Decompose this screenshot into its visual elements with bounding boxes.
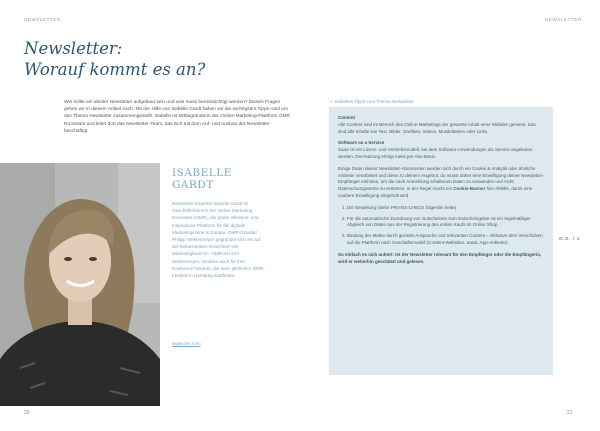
intro-paragraph: Wie sollte ein idealer Newsletter aufgebaut sein und was muss berücksichtigt werden? Diesen Fragen gehen wir in diesem Artikel nach. Mit der Hilfe von Isabelle Gardt haben wir die wichtigsten Tipps rund um das Thema Newsletter zusammengestellt. Isabelle ist Mitbegründerin der Online-Marketing-Plattform OMR Rockstars und leitet dort das Newsletter-Team, das sich mit dem Auf- und Ausbau der Newsletter beschäftigt.: [64, 100, 290, 134]
running-header-right: NEWSLETTER: [545, 17, 582, 22]
tips-box-heading: — Isabelles Tipps zum Thema Newsletter: [329, 99, 414, 104]
profile-name-line-1: ISABELLE: [172, 167, 232, 179]
list-item: 2. Für die automatische Zuordnung von Gutscheinen zum Gutscheingeber ist ein regelmäßiger Abgleich von Daten aus der Registrierung des ersten Kaufs im Online Shop.: [347, 216, 544, 230]
page-number-left: 20: [24, 410, 30, 416]
title-line-2: Worauf kommt es an?: [24, 60, 206, 79]
list-item: 3. Bindung der Marke durch gezielte Ansprache und relevanten Content – inklusive dem Verschicken auf die Plattform nach Geschäftsmodell (Content-Websites, SaaS, App-Anbieter).: [347, 233, 544, 247]
tips-box: [329, 107, 553, 375]
tips-list: [338, 205, 544, 247]
portrait-photo: [0, 163, 160, 406]
page-number-right: 21: [567, 410, 573, 416]
page-title: [24, 38, 205, 80]
tips-closing-statement: So einfach es sich anhört: Ist der Newsletter relevant für den Empfänger oder die Empfängerin, wird er weiterhin geschätzt und gelesen.: [338, 251, 542, 264]
cookie-banner-term: Cookie-Banner: [453, 186, 486, 192]
saas-term: Software as a Service: [338, 140, 385, 146]
profile-name: [172, 167, 232, 191]
portrait-illustration: [0, 163, 160, 406]
profile-name-line-2: GARDT: [172, 179, 214, 191]
profile-bio: Newsletter-Expertin Isabelle Gardt ist Geschäftsführerin der Online Marketing Rockstars (OMR), die große Wissens- und Inspirations-Plattform für die digitale Marketingszene in Europa. OMR-Gründer Philipp Westermeyer gegründet sich als auf der bekanntesten Gesichtern der Marketingbranche. OMR ist nicht Westermeyer, sondern auch für ihre Konferenz bekannt, die beim jährlichen OMR-Festival in Hamburg stattfindet.: [172, 201, 265, 279]
content-term: Content: [338, 115, 355, 120]
title-line-1: Newsletter:: [24, 39, 123, 58]
side-tag: G.S. / 1: [559, 237, 581, 242]
running-header-left: NEWSLETTER: [24, 17, 61, 22]
saas-definition: SaaS ist ein Lizenz- und Vertriebsmodell, bei dem Software-Anwendungen als Service angeboten werden. Die Nutzung erfolgt meist per Abo-Basis.: [338, 147, 533, 159]
content-definition: Alle Content sind im Bereich des Online-Marketings der gesamte Inhalt einer Website gemeint. Das sind alle Inhalte wie Text, Bilder, Grafiken, Videos, Musikdateien oder Links.: [338, 121, 536, 134]
tips-body-paragraph: Einige Daten deiner Newsletter-Abonnenten werden sich durch ein Cookie & Analytik oder ähnliche Anbieter verarbeitet und diese zu deinem Angebot, du musst daher eine Einwilligung deiner Newsletter-Empfänger einholen, um die nach Anmeldung erhaltenen Daten zu verwenden und nicht Datenschutzgesetze zu verletzen. In der Regel macht ein Cookie-Banner hier Abhilfe, damit eine saubere Einwilligung eingeholt wird.: [338, 165, 544, 198]
list-item: 1. Die Bestellung (siehe PRAXIS-CHECK folgende Seite): [347, 205, 544, 212]
profile-website-link[interactable]: www.omr.com: [172, 341, 201, 346]
